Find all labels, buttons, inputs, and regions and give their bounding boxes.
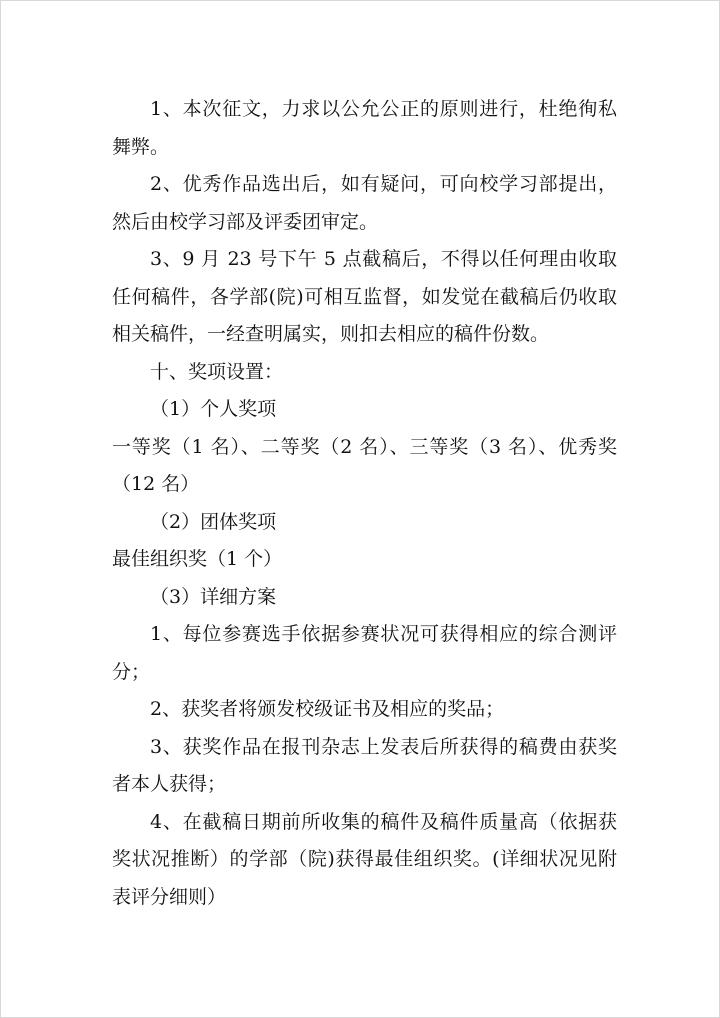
subheading-team-awards: （2）团体奖项 bbox=[150, 510, 277, 533]
paragraph-deadline-rule: 3、9 月 23 号下午 5 点截稿后，不得以任何理由收取任何稿件，各学部(院)可相互监督，如发觉在截稿后仍收取相关稿件，一经查明属实，则扣去相应的稿件份数。 bbox=[112, 248, 617, 345]
paragraph-plan-item-3: 3、获奖作品在报刊杂志上发表后所获得的稿费由获奖者本人获得； bbox=[112, 735, 617, 795]
paragraph-team-award: 最佳组织奖（1 个） bbox=[112, 548, 283, 570]
paragraph-fairness-rule: 1、本次征文，力求以公允公正的原则进行，杜绝徇私舞弊。 bbox=[112, 98, 617, 158]
document-body bbox=[112, 91, 617, 916]
subheading-detailed-plan: （3）详细方案 bbox=[150, 585, 277, 608]
paragraph-plan-item-2: 2、获奖者将颁发校级证书及相应的奖品； bbox=[150, 698, 505, 720]
paragraph-plan-item-4: 4、在截稿日期前所收集的稿件及稿件质量高（依据获奖状况推断）的学部（院)获得最佳组织奖。(详细状况见附表评分细则） bbox=[112, 810, 617, 908]
section-heading-awards: 十、奖项设置： bbox=[150, 360, 284, 383]
paragraph-plan-item-1: 1、每位参赛选手依据参赛状况可获得相应的综合测评分； bbox=[112, 623, 617, 683]
paragraph-individual-award-list: 一等奖（1 名）、二等奖（2 名）、三等奖（3 名）、优秀奖（12 名） bbox=[112, 435, 617, 495]
paragraph-review-rule: 2、优秀作品选出后，如有疑问，可向校学习部提出，然后由校学习部及评委团审定。 bbox=[112, 173, 617, 233]
subheading-individual-awards: （1）个人奖项 bbox=[150, 398, 277, 420]
